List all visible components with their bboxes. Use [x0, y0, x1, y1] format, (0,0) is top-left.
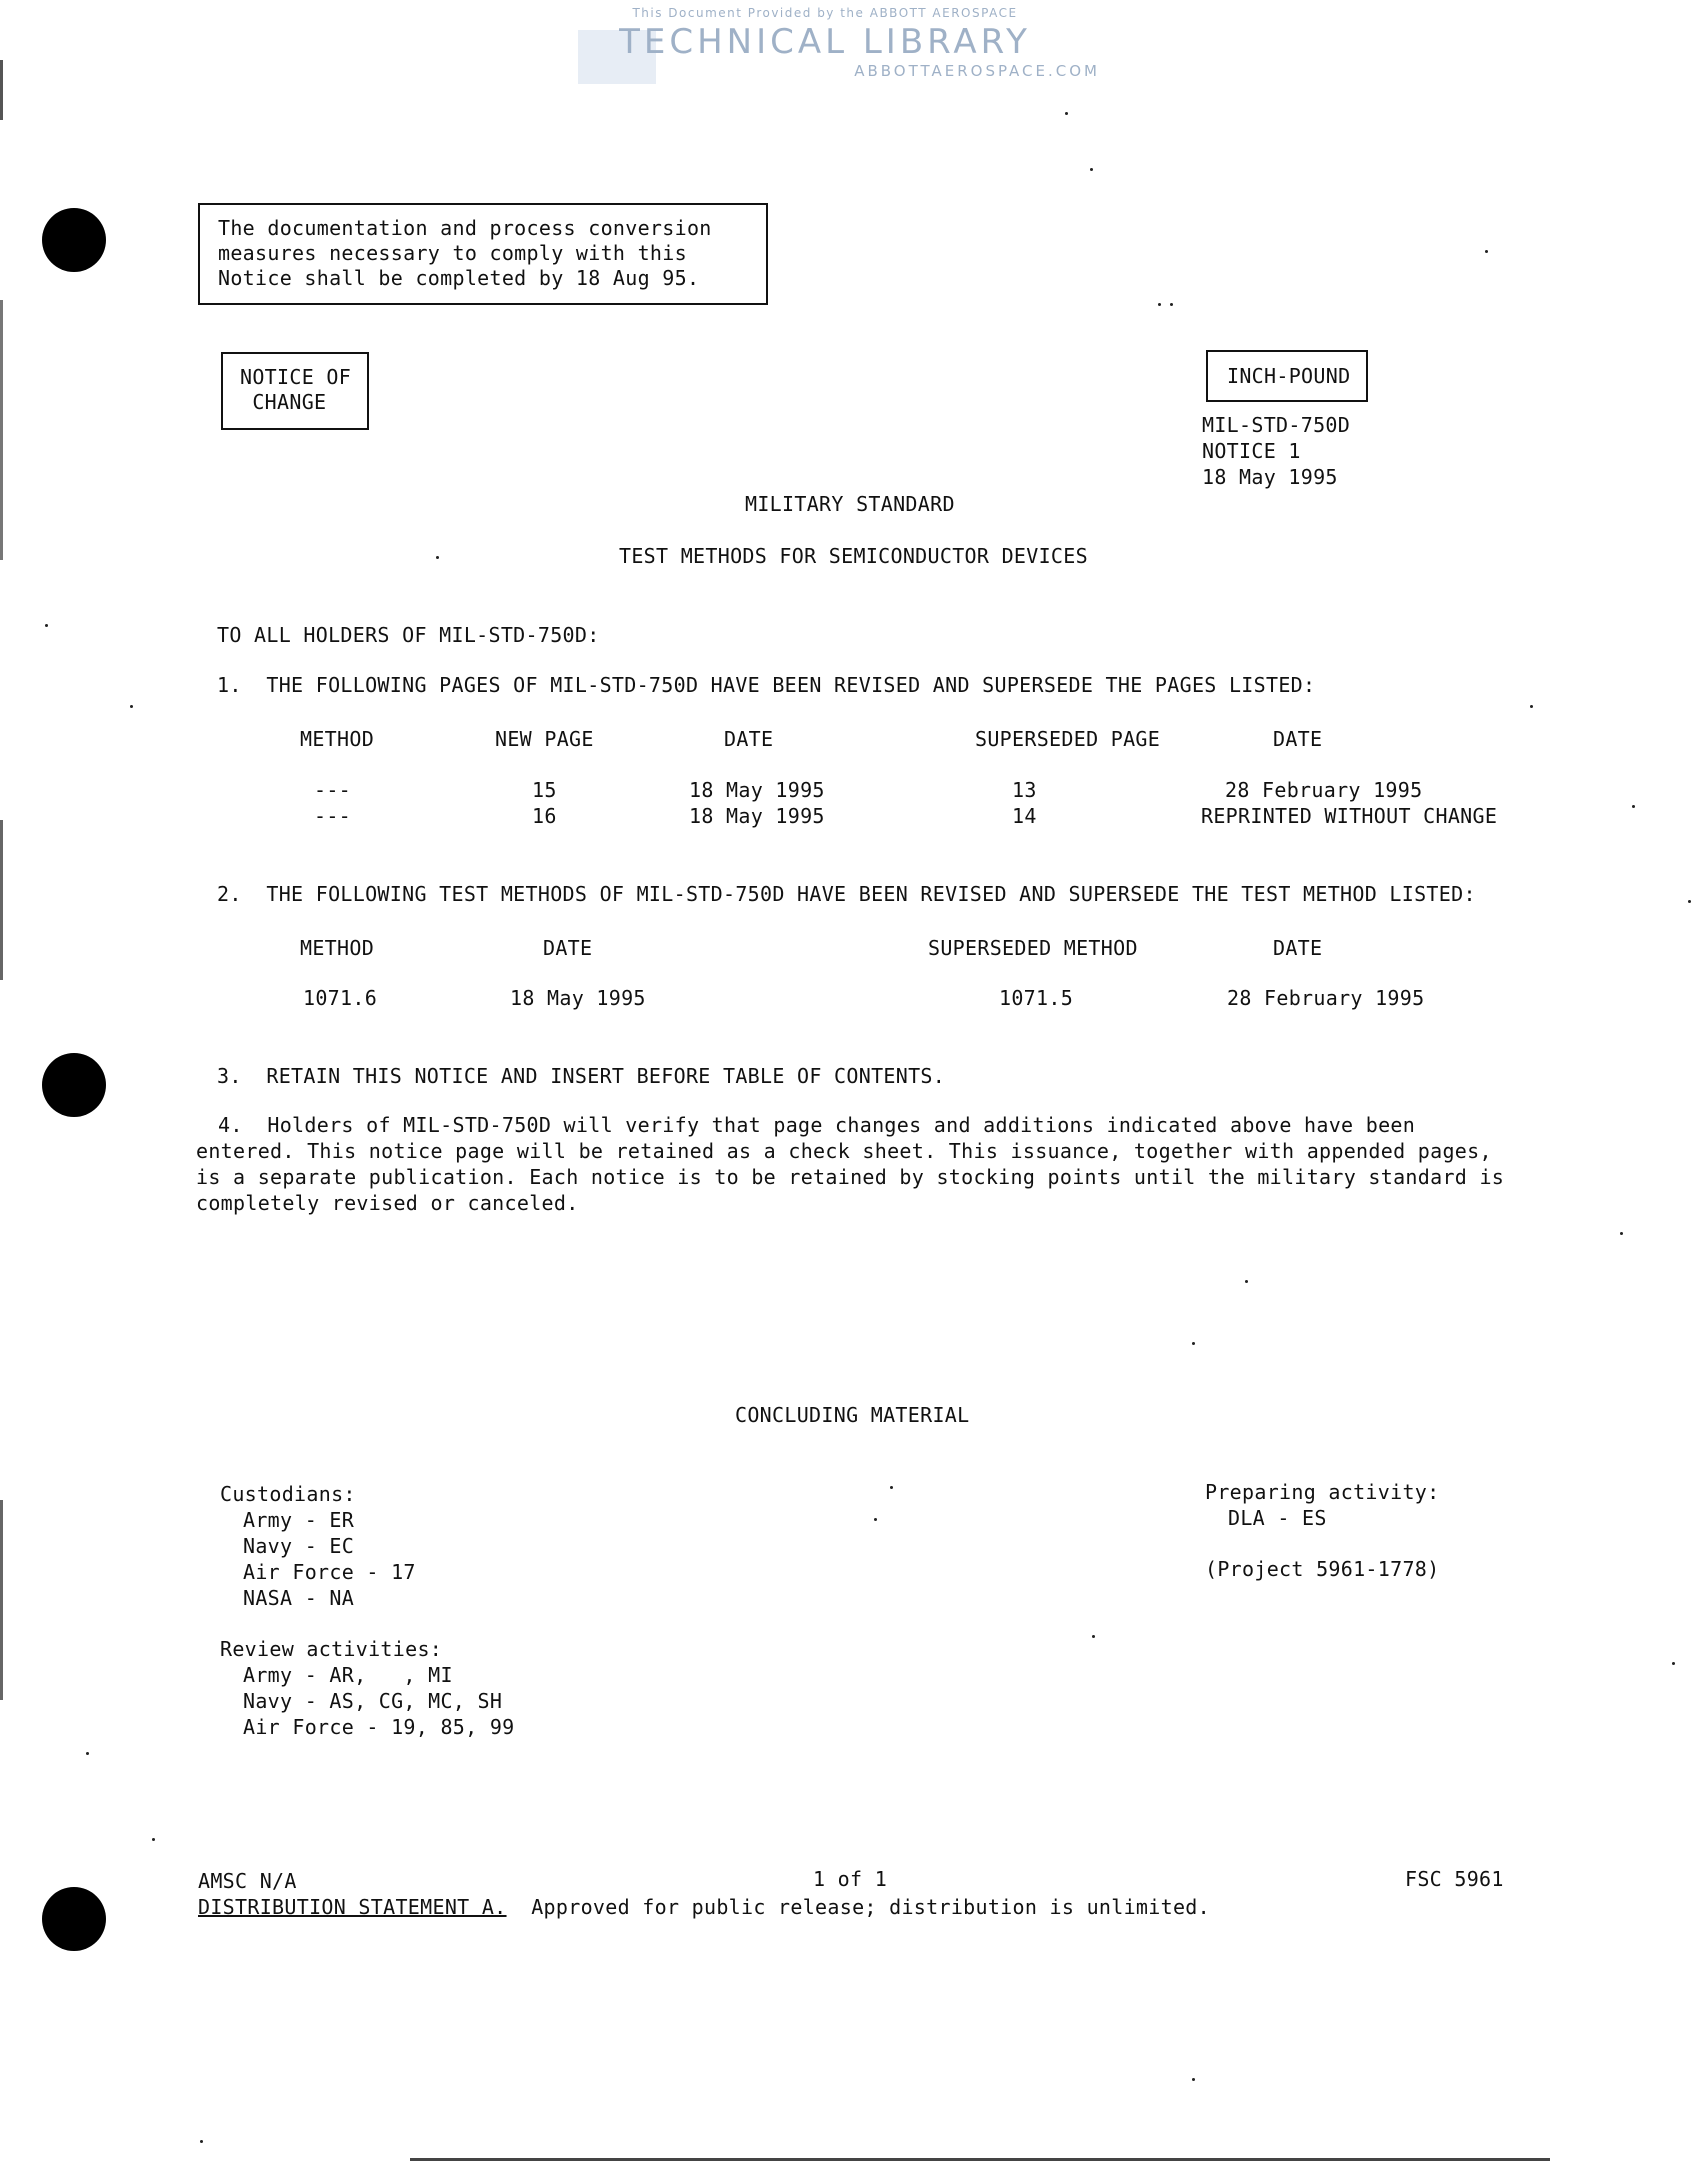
row-date: 18 May 1995: [689, 804, 825, 828]
pages-header-method: METHOD: [300, 727, 375, 751]
footer-amsc: AMSC N/A: [198, 1869, 297, 1893]
methods-header-date: DATE: [543, 936, 593, 960]
custodian-item: Navy - EC: [243, 1534, 355, 1558]
review-item: Air Force - 19, 85, 99: [243, 1715, 515, 1739]
preparing-label: Preparing activity:: [1205, 1480, 1440, 1504]
custodian-item: Air Force - 17: [243, 1560, 416, 1584]
item3-text: 3. RETAIN THIS NOTICE AND INSERT BEFORE TABLE OF CONTENTS.: [217, 1064, 946, 1088]
row-superseded-date: 28 February 1995: [1225, 778, 1423, 802]
doc-date: 18 May 1995: [1202, 465, 1338, 489]
footer-page-number: 1 of 1: [813, 1867, 888, 1891]
footer-fsc: FSC 5961: [1405, 1867, 1504, 1891]
review-item: Army - AR, , MI: [243, 1663, 453, 1687]
compliance-line: The documentation and process conversion: [218, 216, 712, 240]
row-method: ---: [314, 804, 352, 828]
notice-box-line: CHANGE: [240, 390, 327, 414]
units-label: INCH-POUND: [1227, 364, 1351, 388]
row-superseded-page: 13: [1012, 778, 1037, 802]
row-new-page: 16: [532, 804, 557, 828]
scan-speck: [1158, 303, 1161, 306]
scan-speck: [1192, 2078, 1195, 2081]
watermark-top-line: This Document Provided by the ABBOTT AEROSPACE: [632, 6, 1018, 20]
scan-left-edge: [0, 0, 3, 2162]
pages-header-date: DATE: [724, 727, 774, 751]
notice-box-line: NOTICE OF: [240, 365, 352, 389]
scan-speck: [1245, 1280, 1248, 1283]
punch-hole-middle: [42, 1053, 106, 1117]
pages-header-superseded-page: SUPERSEDED PAGE: [975, 727, 1161, 751]
row-date: 18 May 1995: [510, 986, 646, 1010]
distribution-statement: [198, 1897, 1210, 1917]
item4-paragraph: [196, 1112, 1516, 1216]
watermark-title: TECHNICAL LIBRARY: [619, 22, 1031, 62]
project-number: (Project 5961-1778): [1205, 1557, 1440, 1581]
scan-speck: [1192, 1342, 1195, 1345]
pages-header-new-page: NEW PAGE: [495, 727, 594, 751]
title-test-methods: TEST METHODS FOR SEMICONDUCTOR DEVICES: [619, 544, 1088, 568]
watermark-url: ABBOTTAEROSPACE.COM: [854, 62, 1100, 80]
scan-speck: [436, 556, 439, 559]
methods-header-superseded-date: DATE: [1273, 936, 1323, 960]
salutation: TO ALL HOLDERS OF MIL-STD-750D:: [217, 623, 600, 647]
row-method: 1071.6: [303, 986, 378, 1010]
row-new-page: 15: [532, 778, 557, 802]
scan-speck: [1530, 705, 1533, 708]
punch-hole-top: [42, 208, 106, 272]
item4-text: Holders of MIL-STD-750D will verify that page changes and additions indicated above have been entered. This notice page will be retained as a check sheet. This issuance, together with appended pages, is a separate publication. Each notice is to be retained by stocking points until the military standard is completely revised or canceled.: [196, 1113, 1505, 1215]
scan-speck: [1632, 805, 1635, 808]
scan-speck: [890, 1486, 893, 1489]
distribution-text: Approved for public release; distribution is unlimited.: [531, 1895, 1210, 1919]
row-superseded-date: 28 February 1995: [1227, 986, 1425, 1010]
pages-header-superseded-date: DATE: [1273, 727, 1323, 751]
scan-speck: [874, 1518, 877, 1521]
doc-notice-number: NOTICE 1: [1202, 439, 1301, 463]
distribution-label: DISTRIBUTION STATEMENT A.: [198, 1895, 507, 1919]
row-superseded-date: REPRINTED WITHOUT CHANGE: [1201, 804, 1498, 828]
title-military-standard: MILITARY STANDARD: [745, 492, 955, 516]
custodians-label: Custodians:: [220, 1482, 356, 1506]
scan-speck: [1092, 1635, 1095, 1638]
scan-speck: [1090, 168, 1093, 171]
scan-speck: [1688, 900, 1691, 903]
item4-number: 4.: [218, 1113, 243, 1137]
scan-speck: [152, 1838, 155, 1841]
preparing-value: DLA - ES: [1228, 1506, 1327, 1530]
methods-header-superseded-method: SUPERSEDED METHOD: [928, 936, 1138, 960]
inch-pound-box: [1206, 350, 1368, 402]
punch-hole-bottom: [42, 1887, 106, 1951]
compliance-line: Notice shall be completed by 18 Aug 95.: [218, 266, 700, 290]
concluding-heading: CONCLUDING MATERIAL: [735, 1403, 970, 1427]
row-superseded-page: 14: [1012, 804, 1037, 828]
watermark: [540, 6, 1110, 80]
scan-speck: [130, 705, 133, 708]
notice-of-change-box: [221, 352, 369, 430]
scan-speck: [1485, 250, 1488, 253]
doc-standard-id: MIL-STD-750D: [1202, 413, 1351, 437]
scan-bottom-edge: [410, 2158, 1550, 2161]
methods-header-method: METHOD: [300, 936, 375, 960]
row-superseded-method: 1071.5: [999, 986, 1074, 1010]
scan-speck: [45, 624, 48, 627]
compliance-line: measures necessary to comply with this: [218, 241, 687, 265]
scan-speck: [1620, 1232, 1623, 1235]
custodian-item: Army - ER: [243, 1508, 355, 1532]
row-method: ---: [314, 778, 352, 802]
scan-speck: [200, 2140, 203, 2143]
scan-speck: [1065, 112, 1068, 115]
review-label: Review activities:: [220, 1637, 443, 1661]
row-date: 18 May 1995: [689, 778, 825, 802]
item2-text: 2. THE FOLLOWING TEST METHODS OF MIL-STD-750D HAVE BEEN REVISED AND SUPERSEDE THE TEST METHOD LISTED:: [217, 882, 1476, 906]
item1-text: 1. THE FOLLOWING PAGES OF MIL-STD-750D HAVE BEEN REVISED AND SUPERSEDE THE PAGES LISTED:: [217, 673, 1316, 697]
review-item: Navy - AS, CG, MC, SH: [243, 1689, 503, 1713]
scan-speck: [1170, 303, 1173, 306]
custodian-item: NASA - NA: [243, 1586, 355, 1610]
compliance-notice-box: [198, 203, 768, 305]
scan-speck: [86, 1752, 89, 1755]
scan-speck: [1672, 1662, 1675, 1665]
